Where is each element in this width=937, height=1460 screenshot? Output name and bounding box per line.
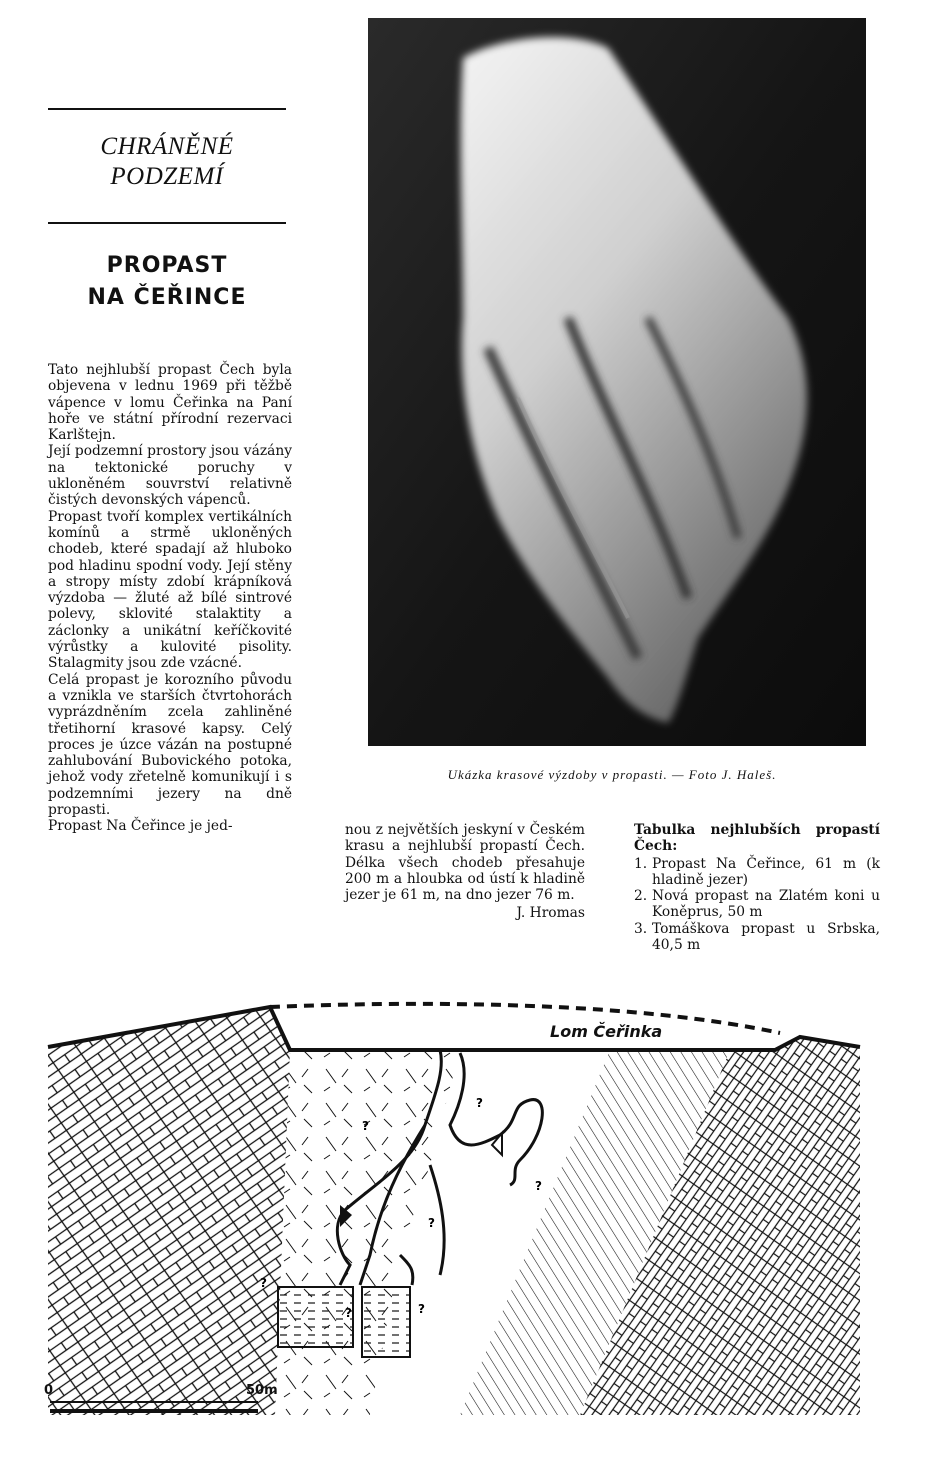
cave-cross-section-diagram — [40, 995, 900, 1415]
unknown-marker: ? — [260, 1276, 267, 1290]
paragraph-1: Tato nejhlubší propast Čech byla objevena v lednu 1969 při těžbě vápence v lomu Čeřinka na Paní hoře ve státní přírodní rezervaci Karlštejn. — [48, 362, 292, 444]
article-title — [48, 250, 286, 314]
middle-rule — [48, 222, 286, 224]
unknown-marker: ? — [362, 1119, 369, 1133]
author-signature: J. Hromas — [516, 905, 585, 922]
scale-start-label: 0 — [44, 1383, 54, 1398]
article-title-line-2: NA ČEŘINCE — [87, 285, 247, 310]
unknown-marker: ? — [476, 1096, 483, 1110]
section-heading-line-1: CHRÁNĚNÉ — [100, 133, 234, 160]
unknown-marker: ? — [535, 1179, 542, 1193]
section-heading-line-2: PODZEMÍ — [110, 163, 224, 190]
paragraph-3: Propast tvoří komplex vertikálních komínů a strmě ukloněných chodeb, které spadají až hluboko pod hladinu spodní vody. Její stěny a stropy místy zdobí krápníková výzdoba — žluté až bílé sintrové polevy, sklovité stalaktity a záclonky a unikátní keříčkovité výrůstky a kulovité pisolity. Stalagmity jsou zde vzácné. — [48, 508, 292, 672]
table-row: 2. Nová propast na Zlatém koni u Koněprus, 50 m — [634, 888, 880, 921]
unknown-marker: ? — [428, 1216, 435, 1230]
table-heading: Tabulka nejhlubších propastí Čech: — [634, 822, 880, 855]
scale-end-label: 50m — [246, 1383, 278, 1398]
paragraph-2: Její podzemní prostory jsou vázány na tektonické poruchy v ukloněném souvrství relativně čistých devonských vápenců. — [48, 443, 292, 509]
photo-caption: Ukázka krasové výzdoby v propasti. — Foto J. Haleš. — [447, 767, 777, 782]
top-rule — [48, 108, 286, 110]
scale-bar — [50, 1401, 258, 1413]
paragraph-4: Celá propast je korozního původu a vznikla ve starších čtvrtohorách vyprázdněním zcela zahliněné třetihorní krasové kapsy. Celý proces je úzce vázán na postupné zahlubování Bubovického potoka, jehož vody zřetelně komunikují i s podzemními jezery na dně propasti. — [48, 671, 292, 819]
deepest-abysses-table — [634, 822, 880, 953]
quarry-label: Lom Čeřinka — [550, 1022, 663, 1041]
section-heading — [48, 132, 286, 192]
cave-decoration-photo — [368, 18, 866, 746]
article-column-2 — [345, 822, 585, 922]
unknown-marker: ? — [418, 1302, 425, 1316]
table-row: 3. Tomáškova propast u Srbska, 40,5 m — [634, 920, 880, 954]
article-column-1 — [48, 362, 292, 835]
paragraph-5: Propast Na Čeřince je jed- — [48, 818, 233, 835]
table-row: 1. Propast Na Čeřince, 61 m (k hladině jezer) — [634, 855, 880, 888]
paragraph-continued: nou z největších jeskyní v Českém krasu a nejhlubší propastí Čech. Délka všech chodeb přesahuje 200 m a hloubka od ústí k hladině jezer je 61 m, na dno jezer 76 m. — [345, 822, 585, 904]
table-list — [634, 856, 880, 954]
unknown-marker: ? — [345, 1306, 352, 1320]
article-title-line-1: PROPAST — [106, 253, 228, 278]
